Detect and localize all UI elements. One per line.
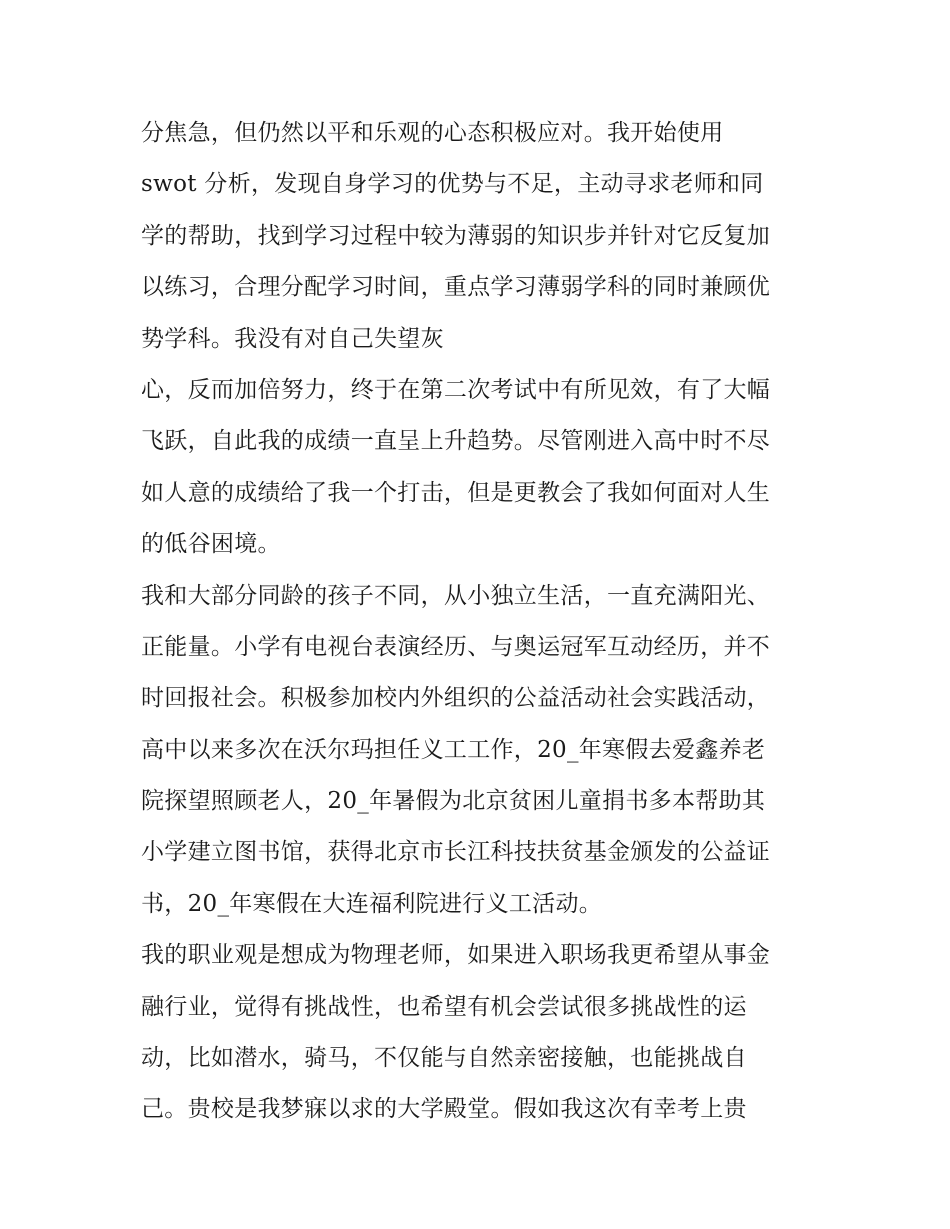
- text-line: 以练习，合理分配学习时间，重点学习薄弱学科的同时兼顾优: [141, 274, 771, 301]
- text-line: 势学科。我没有对自己失望灰: [141, 325, 444, 352]
- text-line: 我和大部分同龄的孩子不同，从小独立生活，一直充满阳光、: [141, 582, 771, 609]
- text-line: 院探望照顾老人，20_年暑假为北京贫困儿童捐书多本帮助其: [141, 788, 766, 815]
- text-line: swot 分析，发现自身学习的优势与不足，主动寻求老师和同: [141, 171, 764, 198]
- text-line: 小学建立图书馆，获得北京市长江科技扶贫基金颁发的公益证: [141, 839, 771, 866]
- text-line: 正能量。小学有电视台表演经历、与奥运冠军互动经历，并不: [141, 633, 771, 660]
- text-line: 心，反而加倍努力，终于在第二次考试中有所见效，有了大幅: [141, 376, 771, 403]
- text-line: 书，20_年寒假在大连福利院进行义工活动。: [141, 890, 603, 917]
- text-line: 分焦急，但仍然以平和乐观的心态积极应对。我开始使用: [141, 120, 724, 146]
- text-line: 飞跃，自此我的成绩一直呈上升趋势。尽管刚进入高中时不尽: [141, 428, 771, 455]
- text-line: 的低谷困境。: [141, 531, 281, 558]
- text-line: 己。贵校是我梦寐以求的大学殿堂。假如我这次有幸考上贵: [141, 1096, 747, 1123]
- text-line: 时回报社会。积极参加校内外组织的公益活动社会实践活动，: [141, 685, 771, 712]
- text-line: 如人意的成绩给了我一个打击，但是更教会了我如何面对人生: [141, 479, 771, 506]
- essay-text: [141, 108, 821, 1136]
- text-line: 融行业，觉得有挑战性，也希望有机会尝试很多挑战性的运: [141, 993, 747, 1020]
- text-line: 动，比如潜水，骑马，不仅能与自然亲密接触，也能挑战自: [141, 1045, 747, 1072]
- text-line: 我的职业观是想成为物理老师，如果进入职场我更希望从事金: [141, 942, 771, 969]
- text-line: 学的帮助，找到学习过程中较为薄弱的知识步并针对它反复加: [141, 222, 771, 249]
- text-line: 高中以来多次在沃尔玛担任义工工作，20_年寒假去爱鑫养老: [141, 736, 766, 763]
